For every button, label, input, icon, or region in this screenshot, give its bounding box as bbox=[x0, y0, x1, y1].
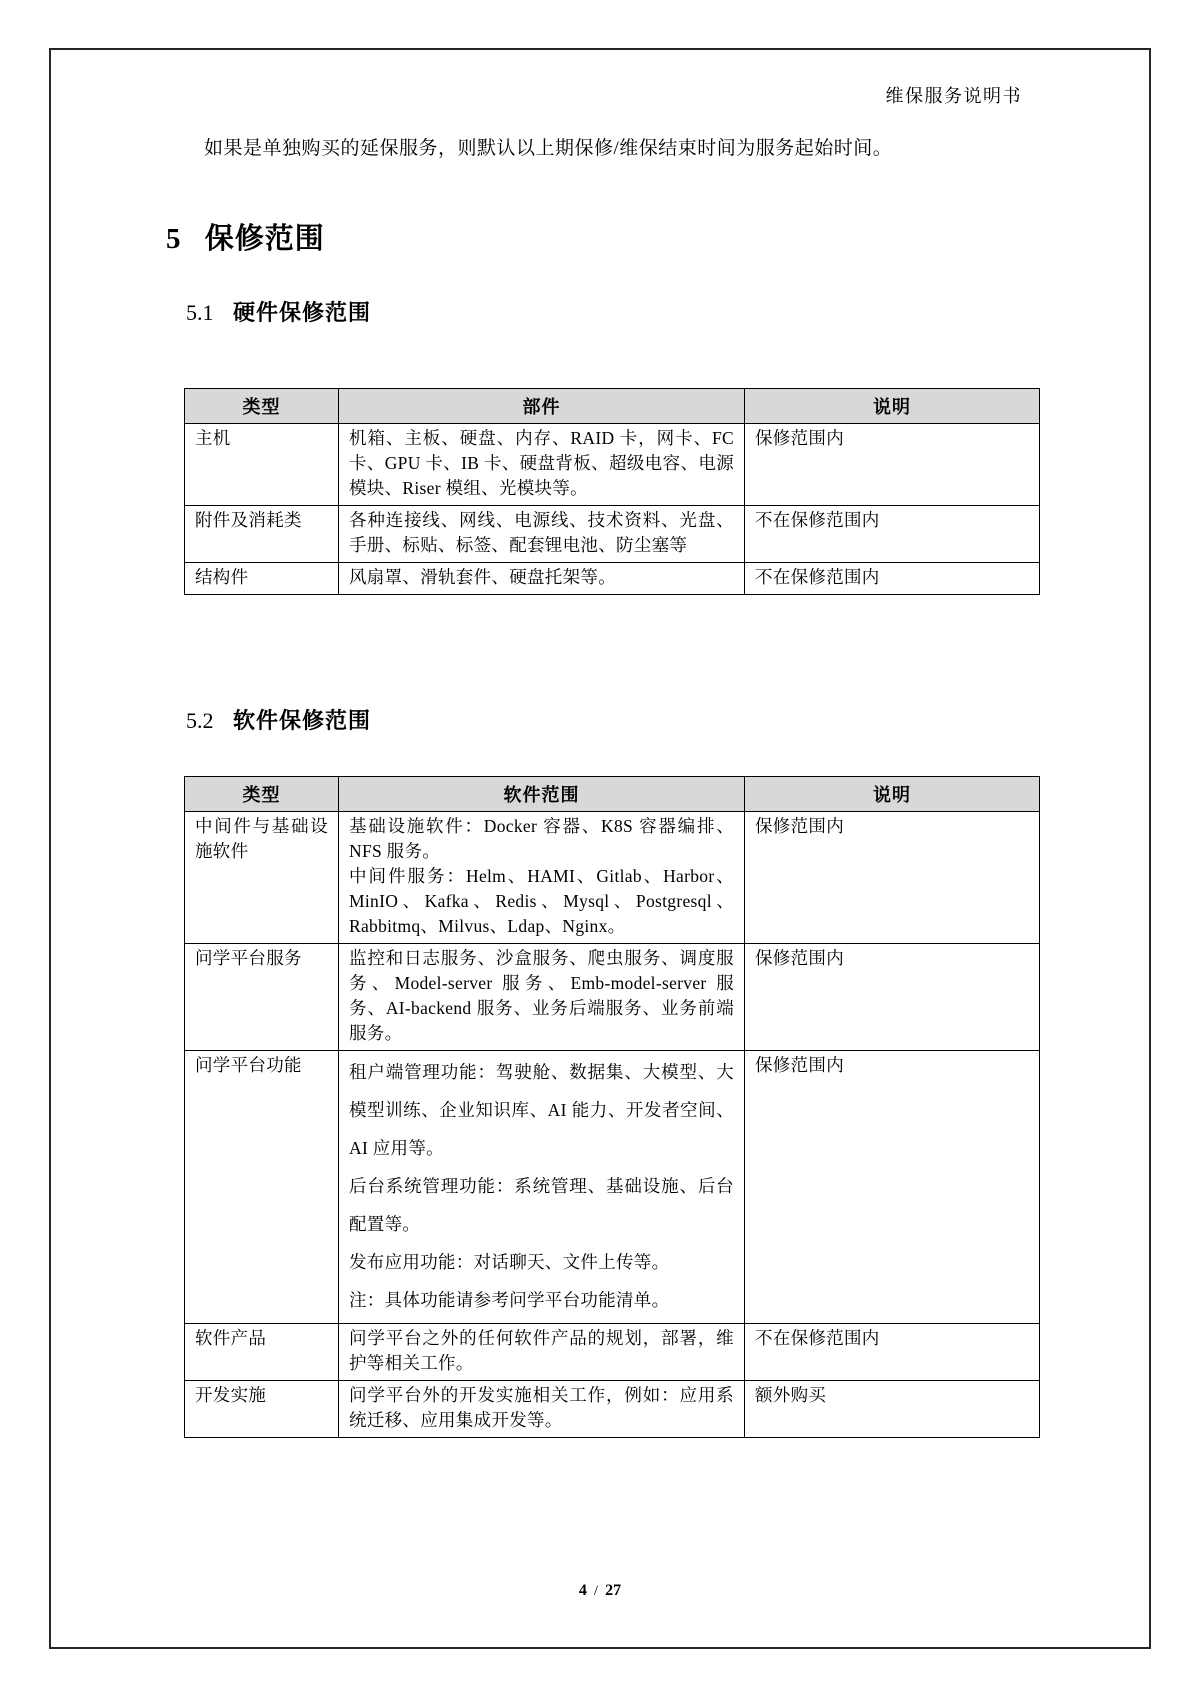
table-row bbox=[185, 944, 1040, 1051]
cell-paragraph: 发布应用功能：对话聊天、文件上传等。 bbox=[349, 1252, 670, 1272]
page-header: 维保服务说明书 bbox=[885, 86, 1022, 106]
section-heading-5 bbox=[166, 216, 325, 257]
cell-content bbox=[339, 944, 745, 1051]
cell-note: 额外购买 bbox=[745, 1381, 1040, 1438]
cell-type: 附件及消耗类 bbox=[185, 506, 339, 563]
cell-type: 开发实施 bbox=[185, 1381, 339, 1438]
heading-title: 保修范围 bbox=[204, 223, 325, 255]
cell-type: 中间件与基础设施软件 bbox=[185, 812, 339, 944]
column-header: 类型 bbox=[185, 777, 339, 812]
cell-note: 保修范围内 bbox=[745, 1051, 1040, 1324]
column-header: 软件范围 bbox=[339, 777, 745, 812]
column-header: 说明 bbox=[745, 777, 1040, 812]
table-row bbox=[185, 506, 1040, 563]
cell-type: 主机 bbox=[185, 424, 339, 506]
cell-paragraph: 基础设施软件：Docker 容器、K8S 容器编排、NFS 服务。 bbox=[349, 816, 734, 861]
cell-paragraph: 注：具体功能请参考问学平台功能清单。 bbox=[349, 1290, 670, 1310]
table-row bbox=[185, 424, 1040, 506]
table-row bbox=[185, 1324, 1040, 1381]
intro-paragraph: 如果是单独购买的延保服务，则默认以上期保修/维保结束时间为服务起始时间。 bbox=[204, 138, 893, 159]
cell-paragraph: 监控和日志服务、沙盒服务、爬虫服务、调度服务、Model-server 服务、Emb-model-server 服务、AI-backend 服务、业务后端服务、业务前端服务。 bbox=[349, 948, 734, 1043]
cell-type: 问学平台功能 bbox=[185, 1051, 339, 1324]
cell-paragraph: 后台系统管理功能：系统管理、基础设施、后台配置等。 bbox=[349, 1176, 734, 1234]
cell-type: 结构件 bbox=[185, 563, 339, 595]
cell-note: 不在保修范围内 bbox=[745, 506, 1040, 563]
cell-content bbox=[339, 1051, 745, 1324]
cell-content bbox=[339, 1381, 745, 1438]
cell-note: 不在保修范围内 bbox=[745, 1324, 1040, 1381]
table-row bbox=[185, 563, 1040, 595]
cell-paragraph: 租户端管理功能：驾驶舱、数据集、大模型、大模型训练、企业知识库、AI 能力、开发者空间、AI 应用等。 bbox=[349, 1062, 734, 1158]
table-row bbox=[185, 812, 1040, 944]
page-number bbox=[0, 1582, 1200, 1600]
column-header: 说明 bbox=[745, 389, 1040, 424]
software-warranty-table bbox=[184, 776, 1040, 1438]
hardware-warranty-table bbox=[184, 388, 1040, 595]
cell-note: 保修范围内 bbox=[745, 812, 1040, 944]
cell-type: 问学平台服务 bbox=[185, 944, 339, 1051]
cell-type: 软件产品 bbox=[185, 1324, 339, 1381]
cell-paragraph: 问学平台之外的任何软件产品的规划，部署，维护等相关工作。 bbox=[349, 1328, 734, 1373]
cell-content bbox=[339, 506, 745, 563]
heading-number: 5.2 bbox=[186, 708, 214, 733]
page-number-current: 4 bbox=[578, 1582, 587, 1599]
cell-note: 保修范围内 bbox=[745, 944, 1040, 1051]
cell-content bbox=[339, 424, 745, 506]
heading-number: 5 bbox=[166, 223, 181, 255]
heading-title: 硬件保修范围 bbox=[233, 300, 372, 325]
section-heading-5-1 bbox=[186, 296, 371, 327]
table-header-row bbox=[185, 777, 1040, 812]
cell-paragraph: 问学平台外的开发实施相关工作，例如：应用系统迁移、应用集成开发等。 bbox=[349, 1385, 734, 1430]
cell-content bbox=[339, 563, 745, 595]
cell-note: 保修范围内 bbox=[745, 424, 1040, 506]
heading-number: 5.1 bbox=[186, 300, 214, 325]
heading-title: 软件保修范围 bbox=[233, 708, 372, 733]
cell-note: 不在保修范围内 bbox=[745, 563, 1040, 595]
cell-content bbox=[339, 1324, 745, 1381]
table-row bbox=[185, 1051, 1040, 1324]
cell-paragraph: 风扇罩、滑轨套件、硬盘托架等。 bbox=[349, 567, 616, 587]
cell-content bbox=[339, 812, 745, 944]
page-number-separator: / bbox=[593, 1583, 599, 1599]
cell-paragraph: 机箱、主板、硬盘、内存、RAID 卡，网卡、FC 卡、GPU 卡、IB 卡、硬盘背板、超级电容、电源模块、Riser 模组、光模块等。 bbox=[349, 428, 734, 498]
column-header: 部件 bbox=[339, 389, 745, 424]
cell-paragraph: 各种连接线、网线、电源线、技术资料、光盘、手册、标贴、标签、配套锂电池、防尘塞等 bbox=[349, 510, 734, 555]
column-header: 类型 bbox=[185, 389, 339, 424]
table-header-row bbox=[185, 389, 1040, 424]
cell-paragraph: 中间件服务：Helm、HAMI、Gitlab、Harbor、MinIO、Kafka、Redis、Mysql、Postgresql、Rabbitmq、Milvus、Ldap、Nginx。 bbox=[349, 866, 734, 936]
page-number-total: 27 bbox=[605, 1582, 622, 1599]
table-row bbox=[185, 1381, 1040, 1438]
section-heading-5-2 bbox=[186, 704, 371, 735]
